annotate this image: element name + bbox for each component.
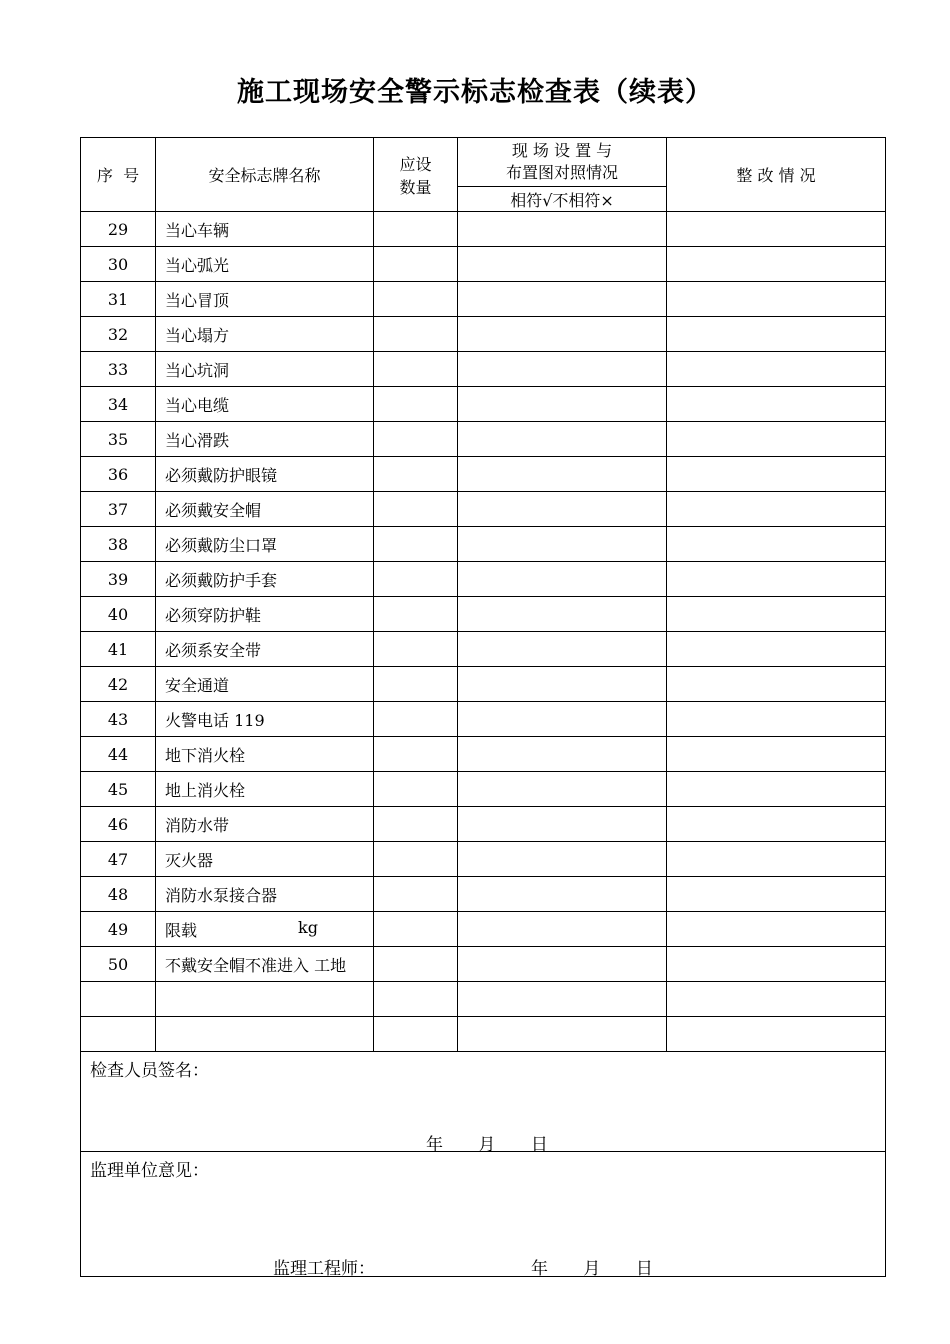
sign-name: 当心滑跌 bbox=[156, 422, 374, 457]
quantity-cell[interactable] bbox=[374, 352, 458, 387]
row-number: 29 bbox=[81, 212, 156, 247]
header-seq: 序 号 bbox=[81, 138, 156, 212]
rectification-cell[interactable] bbox=[667, 807, 886, 842]
quantity-cell[interactable] bbox=[374, 282, 458, 317]
rectification-cell[interactable] bbox=[667, 702, 886, 737]
sign-name: 当心电缆 bbox=[156, 387, 374, 422]
table-row bbox=[81, 912, 886, 947]
sign-name: 火警电话 119 bbox=[156, 702, 374, 737]
table-row bbox=[81, 772, 886, 807]
quantity-cell[interactable] bbox=[374, 877, 458, 912]
supervision-opinion-label: 监理单位意见： bbox=[90, 1161, 209, 1181]
quantity-cell[interactable] bbox=[374, 527, 458, 562]
row-number: 48 bbox=[81, 877, 156, 912]
setup-status-cell[interactable] bbox=[458, 562, 667, 597]
quantity-cell[interactable] bbox=[374, 982, 458, 1017]
table-row bbox=[81, 527, 886, 562]
header-setup-line2: 布置图对照情况 bbox=[505, 163, 618, 182]
sign-name-text: 限载 bbox=[165, 920, 198, 940]
header-setup-line1: 现 场 设 置 与 bbox=[511, 141, 613, 160]
supervision-date bbox=[531, 1254, 653, 1279]
table-row bbox=[81, 982, 886, 1017]
rectification-cell[interactable] bbox=[667, 457, 886, 492]
quantity-cell[interactable] bbox=[374, 422, 458, 457]
rectification-cell[interactable] bbox=[667, 1017, 886, 1052]
setup-status-cell[interactable] bbox=[458, 877, 667, 912]
sign-name: 必须穿防护鞋 bbox=[156, 597, 374, 632]
sign-name bbox=[156, 982, 374, 1017]
row-number: 43 bbox=[81, 702, 156, 737]
inspector-year: 年 bbox=[426, 1135, 443, 1155]
sign-name: 当心坑洞 bbox=[156, 352, 374, 387]
header-sign-name: 安全标志牌名称 bbox=[156, 138, 374, 212]
sign-name: 必须戴防护手套 bbox=[156, 562, 374, 597]
row-number: 32 bbox=[81, 317, 156, 352]
rectification-cell[interactable] bbox=[667, 947, 886, 982]
rectification-cell[interactable] bbox=[667, 352, 886, 387]
supervision-opinion-section bbox=[81, 1152, 886, 1277]
sign-name bbox=[156, 912, 374, 947]
rectification-cell[interactable] bbox=[667, 667, 886, 702]
quantity-cell[interactable] bbox=[374, 597, 458, 632]
quantity-cell[interactable] bbox=[374, 632, 458, 667]
table-row bbox=[81, 807, 886, 842]
table-row bbox=[81, 317, 886, 352]
sign-name: 必须戴防尘口罩 bbox=[156, 527, 374, 562]
setup-status-cell[interactable] bbox=[458, 702, 667, 737]
setup-status-cell[interactable] bbox=[458, 667, 667, 702]
rectification-cell[interactable] bbox=[667, 982, 886, 1017]
header-quantity-line2: 数量 bbox=[399, 177, 432, 197]
rectification-cell[interactable] bbox=[667, 772, 886, 807]
row-number: 46 bbox=[81, 807, 156, 842]
sign-name: 当心塌方 bbox=[156, 317, 374, 352]
quantity-cell[interactable] bbox=[374, 1017, 458, 1052]
table-row bbox=[81, 457, 886, 492]
sign-name: 必须戴防护眼镜 bbox=[156, 457, 374, 492]
rectification-cell[interactable] bbox=[667, 387, 886, 422]
rectification-cell[interactable] bbox=[667, 632, 886, 667]
inspector-signature-section bbox=[81, 1052, 886, 1155]
setup-status-cell[interactable] bbox=[458, 597, 667, 632]
rectification-cell[interactable] bbox=[667, 422, 886, 457]
sign-name: 安全通道 bbox=[156, 667, 374, 702]
supervising-engineer-label: 监理工程师： bbox=[273, 1259, 375, 1279]
quantity-cell[interactable] bbox=[374, 912, 458, 947]
row-number: 33 bbox=[81, 352, 156, 387]
table-row bbox=[81, 597, 886, 632]
row-number bbox=[81, 982, 156, 1017]
setup-status-cell[interactable] bbox=[458, 457, 667, 492]
sign-name: 必须戴安全帽 bbox=[156, 492, 374, 527]
quantity-cell[interactable] bbox=[374, 737, 458, 772]
table-row bbox=[81, 1017, 886, 1052]
table-row bbox=[81, 877, 886, 912]
rectification-cell[interactable] bbox=[667, 317, 886, 352]
row-number: 31 bbox=[81, 282, 156, 317]
row-number: 45 bbox=[81, 772, 156, 807]
row-number: 36 bbox=[81, 457, 156, 492]
sign-name: 灭火器 bbox=[156, 842, 374, 877]
header-quantity bbox=[374, 138, 458, 212]
quantity-cell[interactable] bbox=[374, 807, 458, 842]
row-number: 35 bbox=[81, 422, 156, 457]
header-setup bbox=[458, 138, 667, 187]
table-row bbox=[81, 842, 886, 877]
rectification-cell[interactable] bbox=[667, 492, 886, 527]
setup-status-cell[interactable] bbox=[458, 947, 667, 982]
setup-status-cell[interactable] bbox=[458, 352, 667, 387]
quantity-cell[interactable] bbox=[374, 212, 458, 247]
setup-status-cell[interactable] bbox=[458, 527, 667, 562]
setup-status-cell[interactable] bbox=[458, 772, 667, 807]
table-row bbox=[81, 282, 886, 317]
quantity-cell[interactable] bbox=[374, 842, 458, 877]
table-row bbox=[81, 352, 886, 387]
inspector-month: 月 bbox=[478, 1135, 496, 1155]
quantity-cell[interactable] bbox=[374, 317, 458, 352]
row-number bbox=[81, 1017, 156, 1052]
sign-name: 消防水带 bbox=[156, 807, 374, 842]
header-setup-sub: 相符√不相符× bbox=[458, 187, 667, 212]
rectification-cell[interactable] bbox=[667, 247, 886, 282]
table-row bbox=[81, 702, 886, 737]
row-number: 44 bbox=[81, 737, 156, 772]
page-title: 施工现场安全警示标志检查表（续表） bbox=[237, 77, 713, 108]
quantity-cell[interactable] bbox=[374, 247, 458, 282]
setup-status-cell[interactable] bbox=[458, 247, 667, 282]
setup-status-cell[interactable] bbox=[458, 387, 667, 422]
row-number: 37 bbox=[81, 492, 156, 527]
quantity-cell[interactable] bbox=[374, 772, 458, 807]
header-quantity-line1: 应设 bbox=[399, 154, 432, 174]
sign-name: 当心车辆 bbox=[156, 212, 374, 247]
quantity-cell[interactable] bbox=[374, 947, 458, 982]
inspector-signature-label: 检查人员签名： bbox=[90, 1061, 209, 1081]
rectification-cell[interactable] bbox=[667, 912, 886, 947]
sign-name: 消防水泵接合器 bbox=[156, 877, 374, 912]
quantity-cell[interactable] bbox=[374, 667, 458, 702]
row-number: 42 bbox=[81, 667, 156, 702]
quantity-cell[interactable] bbox=[374, 492, 458, 527]
quantity-cell[interactable] bbox=[374, 562, 458, 597]
row-number: 50 bbox=[81, 947, 156, 982]
row-number: 49 bbox=[81, 912, 156, 947]
sign-name: 不戴安全帽不准进入 工地 bbox=[156, 947, 374, 982]
table-row bbox=[81, 947, 886, 982]
row-number: 34 bbox=[81, 387, 156, 422]
setup-status-cell[interactable] bbox=[458, 807, 667, 842]
header-rectify: 整 改 情 况 bbox=[667, 138, 886, 212]
setup-status-cell[interactable] bbox=[458, 842, 667, 877]
row-number: 41 bbox=[81, 632, 156, 667]
quantity-cell[interactable] bbox=[374, 387, 458, 422]
table-row bbox=[81, 667, 886, 702]
setup-status-cell[interactable] bbox=[458, 1017, 667, 1052]
sign-name: 地下消火栓 bbox=[156, 737, 374, 772]
row-number: 39 bbox=[81, 562, 156, 597]
sign-name bbox=[156, 1017, 374, 1052]
rectification-cell[interactable] bbox=[667, 842, 886, 877]
inspection-table bbox=[80, 137, 886, 1277]
rectification-cell[interactable] bbox=[667, 562, 886, 597]
sign-name: 当心冒顶 bbox=[156, 282, 374, 317]
table-row bbox=[81, 492, 886, 527]
table-row bbox=[81, 247, 886, 282]
sign-name: 地上消火栓 bbox=[156, 772, 374, 807]
row-number: 30 bbox=[81, 247, 156, 282]
table-row bbox=[81, 212, 886, 247]
setup-status-cell[interactable] bbox=[458, 982, 667, 1017]
sign-name-unit: kg bbox=[298, 917, 318, 937]
row-number: 47 bbox=[81, 842, 156, 877]
rectification-cell[interactable] bbox=[667, 527, 886, 562]
rectification-cell[interactable] bbox=[667, 282, 886, 317]
row-number: 38 bbox=[81, 527, 156, 562]
setup-status-cell[interactable] bbox=[458, 212, 667, 247]
supervision-year: 年 bbox=[531, 1259, 548, 1279]
quantity-cell[interactable] bbox=[374, 457, 458, 492]
rectification-cell[interactable] bbox=[667, 737, 886, 772]
rectification-cell[interactable] bbox=[667, 212, 886, 247]
table-row bbox=[81, 562, 886, 597]
table-row bbox=[81, 632, 886, 667]
setup-status-cell[interactable] bbox=[458, 422, 667, 457]
setup-status-cell[interactable] bbox=[458, 317, 667, 352]
rectification-cell[interactable] bbox=[667, 877, 886, 912]
table-row bbox=[81, 737, 886, 772]
inspector-day: 日 bbox=[530, 1135, 548, 1155]
setup-status-cell[interactable] bbox=[458, 492, 667, 527]
supervision-day: 日 bbox=[635, 1259, 653, 1279]
rectification-cell[interactable] bbox=[667, 597, 886, 632]
row-number: 40 bbox=[81, 597, 156, 632]
setup-status-cell[interactable] bbox=[458, 737, 667, 772]
setup-status-cell[interactable] bbox=[458, 632, 667, 667]
setup-status-cell[interactable] bbox=[458, 282, 667, 317]
sign-name: 必须系安全带 bbox=[156, 632, 374, 667]
quantity-cell[interactable] bbox=[374, 702, 458, 737]
supervision-month: 月 bbox=[583, 1259, 601, 1279]
table-row bbox=[81, 422, 886, 457]
table-row bbox=[81, 387, 886, 422]
setup-status-cell[interactable] bbox=[458, 912, 667, 947]
sign-name: 当心弧光 bbox=[156, 247, 374, 282]
